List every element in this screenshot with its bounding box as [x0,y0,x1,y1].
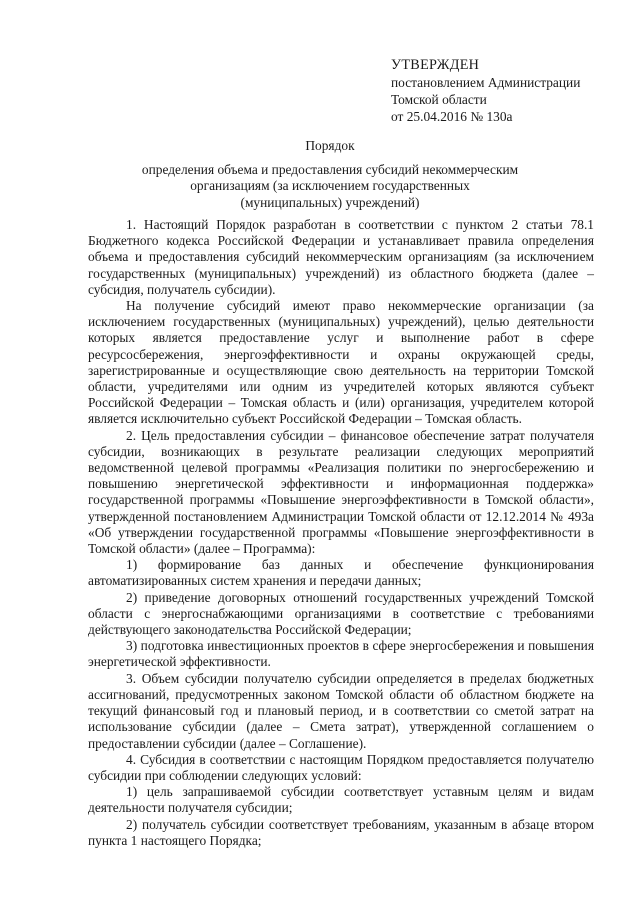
title-line-4: (муниципальных) учреждений) [240,194,420,210]
paragraph: 3) подготовка инвестиционных проектов в сфере энергосбережения и повышения энергетической эффективности. [88,638,594,670]
title-line-2: определения объема и предоставления субсидий некоммерческим [141,161,519,177]
approval-word: УТВЕРЖДЕН [391,57,480,73]
paragraph: 1) формирование баз данных и обеспечение функционирования автоматизированных систем хранения и передачи данных; [88,557,594,589]
document-body [88,217,594,849]
approval-line-1: постановлением Администрации [391,75,581,90]
paragraph: На получение субсидий имеют право некоммерческие организации (за исключением государственных (муниципальных) учреждений), целью деятельности которых является предоставление услуг и выполнение работ в сфере ресурсосбережения, энергоэффективности и охраны окружающей среды, зарегистрированные и осуществляющие свою деятельность на территории Томской области, учредителями или одним из учредителей которых являются субъект Российской Федерации – Томская область и (или) организация, учредителем которой является исключительно субъект Российской Федерации – Томская область. [88,298,594,427]
paragraph: 1. Настоящий Порядок разработан в соответствии с пунктом 2 статьи 78.1 Бюджетного кодекса Российской Федерации и устанавливает правила определения объема и предоставления субсидий некоммерческим организациям (за исключением государственных (муниципальных) учреждений) из областного бюджета (далее – субсидия, получатель субсидии). [88,217,594,297]
paragraph: 4. Субсидия в соответствии с настоящим Порядком предоставляется получателю субсидии при соблюдении следующих условий: [88,751,594,783]
paragraph: 2) получатель субсидии соответствует требованиям, указанным в абзаце втором пункта 1 настоящего Порядка; [88,816,594,848]
approval-line-3: от 25.04.2016 № 130а [391,109,513,124]
paragraph: 1) цель запрашиваемой субсидии соответствует уставным целям и видам деятельности получателя субсидии; [88,784,594,816]
paragraph: 3. Объем субсидии получателю субсидии определяется в пределах бюджетных ассигнований, предусмотренных законом Томской области об областном бюджете на текущий финансовый год и плановый период, и в соответствии со сметой затрат на использование субсидии (далее – Смета затрат), утвержденной соглашением о предоставлении субсидии (далее – Соглашение). [88,670,594,751]
title-line-1: Порядок [305,138,355,153]
paragraph: 2. Цель предоставления субсидии – финансовое обеспечение затрат получателя субсидии, возникающих в результате реализации следующих мероприятий ведомственной целевой программы «Реализация политики по энергосбережению и повышению энергетической эффективности и информационная поддержка» государственной программы «Повышение энергоэффективности в Томской области», утвержденной постановлением Администрации Томской области от 12.12.2014 № 493а «Об утверждении государственной программы «Повышение энергоэффективности в Томской области» (далее – Программа): [88,427,594,557]
approval-line-2: Томской области [391,92,487,107]
document-title [90,138,570,211]
approval-block [391,57,621,125]
title-line-3: организациям (за исключением государственных [190,178,470,193]
paragraph: 2) приведение договорных отношений государственных учреждений Томской области с энергоснабжающими организациями в соответствие с требованиями действующего законодательства Российской Федерации; [88,589,594,638]
